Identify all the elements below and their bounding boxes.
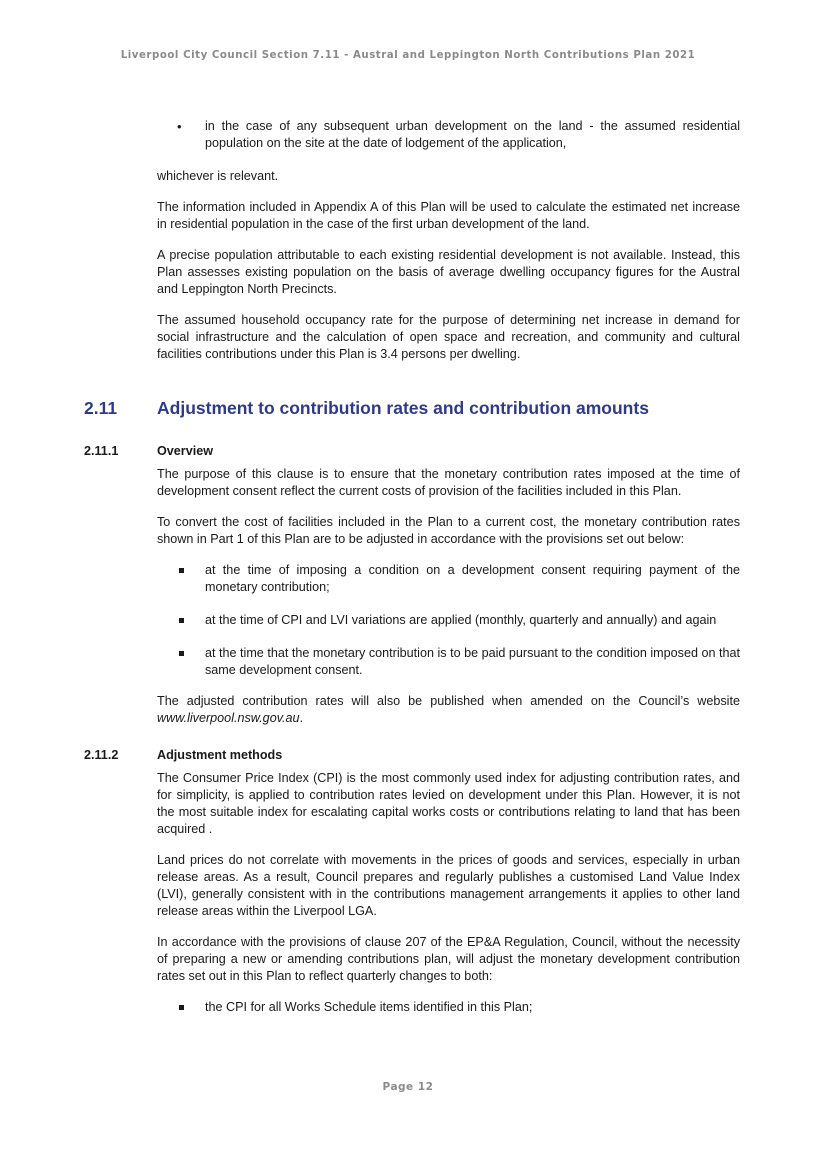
page-number: Page 12 (382, 1081, 434, 1093)
bullet-square-icon (179, 568, 184, 573)
running-header: Liverpool City Council Section 7.11 - Austral and Leppington North Contributions Plan 2021 (120, 50, 696, 61)
paragraph-end: . (299, 711, 304, 725)
paragraph: The Consumer Price Index (CPI) is the most commonly used index for adjusting contribution rates, and for simplicity, is applied to contribution rates levied on development under this Plan. However, it is not the most suitable index for escalating capital works costs or contributions relating to land that has been acquired . (157, 771, 740, 836)
bullet-square-icon (179, 1005, 184, 1010)
list-item-text: in the case of any subsequent urban development on the land - the assumed residential population on the site at the date of lodgement of the application, (205, 119, 740, 150)
paragraph (157, 693, 740, 727)
page-content (84, 118, 740, 1016)
list-item (157, 999, 740, 1016)
subsection-number: 2.11.1 (84, 444, 119, 458)
bullet-square-icon (179, 618, 184, 623)
paragraph: In accordance with the provisions of clause 207 of the EP&A Regulation, Council, without the necessity of preparing a new or amending contributions plan, will adjust the monetary development contribution rates set out in this Plan to reflect quarterly changes to both: (157, 935, 740, 983)
section-heading (84, 397, 740, 419)
paragraph-text: The adjusted contribution rates will also be published when amended on the Council’s website (157, 694, 740, 708)
list-item (157, 612, 740, 629)
subsection-title: Adjustment methods (157, 748, 283, 762)
section-number: 2.11 (84, 398, 118, 418)
paragraph: The assumed household occupancy rate for the purpose of determining net increase in demand for social infrastructure and the calculation of open space and recreation, and community and cultural facilities contributions under this Plan is 3.4 persons per dwelling. (157, 313, 740, 361)
paragraph: The purpose of this clause is to ensure that the monetary contribution rates imposed at the time of development consent reflect the current costs of provision of the facilities included in this Plan. (157, 467, 740, 498)
paragraph: whichever is relevant. (157, 169, 279, 183)
paragraph: A precise population attributable to each existing residential development is not available. Instead, this Plan assesses existing population on the basis of average dwelling occupancy figures for the Austral and Leppington North Precincts. (157, 248, 740, 296)
subsection-number: 2.11.2 (84, 748, 119, 762)
paragraph: The information included in Appendix A of this Plan will be used to calculate the estimated net increase in residential population in the case of the first urban development of the land. (157, 200, 740, 231)
section-title: Adjustment to contribution rates and contribution amounts (157, 398, 649, 418)
council-website-link[interactable]: www.liverpool.nsw.gov.au (157, 711, 300, 725)
bullet-dot-icon: • (177, 119, 182, 134)
paragraph: Land prices do not correlate with movements in the prices of goods and services, especially in urban release areas. As a result, Council prepares and regularly publishes a customised Land Value Index (LVI), generally consistent with in the contributions management arrangements it applies to other land release areas within the Liverpool LGA. (157, 853, 740, 918)
list-item-text: the CPI for all Works Schedule items identified in this Plan; (205, 1000, 533, 1014)
subsection-heading (84, 747, 740, 764)
list-item (157, 645, 740, 679)
paragraph: To convert the cost of facilities included in the Plan to a current cost, the monetary contribution rates shown in Part 1 of this Plan are to be adjusted in accordance with the provisions set out below: (157, 515, 740, 546)
list-item-text: at the time of imposing a condition on a development consent requiring payment of the monetary contribution; (205, 563, 740, 594)
list-item (157, 562, 740, 596)
subsection-title: Overview (157, 444, 214, 458)
bullet-square-icon (179, 651, 184, 656)
list-item-text: at the time that the monetary contribution is to be paid pursuant to the condition imposed on that same development consent. (205, 646, 740, 677)
subsection-heading (84, 443, 740, 460)
list-item-text: at the time of CPI and LVI variations are applied (monthly, quarterly and annually) and again (205, 613, 717, 627)
list-item (157, 118, 740, 152)
